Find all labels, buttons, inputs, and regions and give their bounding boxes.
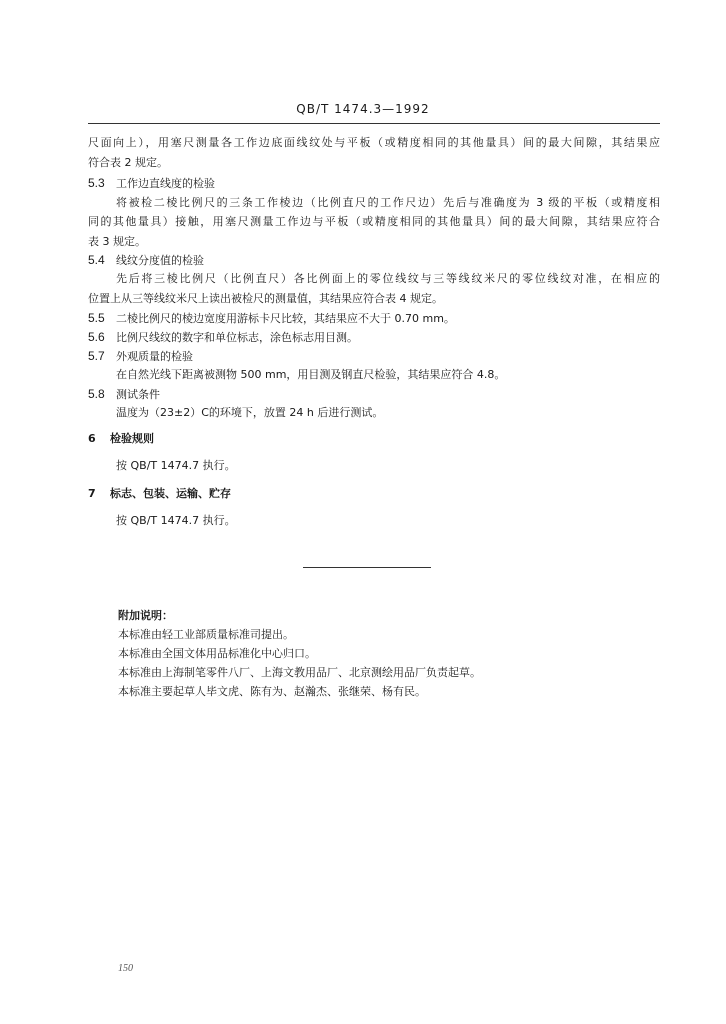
notes-line: 本标准由轻工业部质量标准司提出。 [118,628,294,641]
header-rule [88,123,660,124]
section-number: 5.8 [88,387,105,401]
section-text: 比例尺线纹的数字和单位标志，涂色标志用目测。 [116,331,358,344]
notes-line: 本标准主要起草人毕文虎、陈有为、赵瀚杰、张继荣、杨有民。 [118,685,426,698]
paragraph-line: 尺面向上），用塞尺测量各工作边底面线纹处与平板（或精度相同的其他量具）间的最大间隙，其结果应 [88,136,660,149]
section-heading-5-4 [88,252,204,269]
page-number: 150 [118,963,133,974]
section-number: 5.5 [88,311,105,325]
paragraph-line: 同的其他量具）接触，用塞尺测量工作边与平板（或精度相同的其他量具）间的最大间隙，其结果应符合 [88,215,660,228]
section-heading-5-8 [88,386,160,403]
standard-code-header: QB/T 1474.3—1992 [296,102,430,116]
section-number: 7 [88,487,96,500]
section-text: 二棱比例尺的棱边宽度用游标卡尺比较，其结果应不大于 0.70 mm。 [116,312,455,325]
paragraph-line: 在自然光线下距离被测物 500 mm，用目测及钢直尺检验，其结果应符合 4.8。 [116,368,506,381]
section-title: 外观质量的检验 [116,350,193,363]
paragraph-line: 温度为（23±2）C的环境下，放置 24 h 后进行测试。 [116,406,384,419]
end-separator-rule [303,567,431,568]
paragraph-line: 按 QB/T 1474.7 执行。 [116,459,236,472]
section-number: 6 [88,432,96,445]
paragraph-line: 位置上从三等线纹米尺上读出被检尺的测量值，其结果应符合表 4 规定。 [88,292,443,305]
notes-line: 本标准由全国文体用品标准化中心归口。 [118,647,316,660]
notes-title: 附加说明： [118,609,173,622]
paragraph-line: 按 QB/T 1474.7 执行。 [116,514,236,527]
section-title: 检验规则 [110,432,154,445]
paragraph-line: 先后将三棱比例尺（比例直尺）各比例面上的零位线纹与三等线纹米尺的零位线纹对准，在相应的 [116,272,660,285]
section-heading-6 [88,431,154,447]
paragraph-line: 表 3 规定。 [88,235,146,248]
section-number: 5.4 [88,253,105,267]
section-5-5 [88,310,455,327]
section-heading-5-7 [88,348,193,365]
section-title: 工作边直线度的检验 [116,177,215,190]
section-5-6 [88,329,358,346]
section-title: 标志、包装、运输、贮存 [110,487,231,500]
section-heading-7 [88,486,231,502]
section-number: 5.6 [88,330,105,344]
section-number: 5.7 [88,349,105,363]
section-number: 5.3 [88,176,105,190]
section-title: 测试条件 [116,388,160,401]
paragraph-line: 将被检二棱比例尺的三条工作棱边（比例直尺的工作尺边）先后与准确度为 3 级的平板（或精度相 [116,196,660,209]
notes-line: 本标准由上海制笔零件八厂、上海文教用品厂、北京测绘用品厂负责起草。 [118,666,481,679]
section-title: 线纹分度值的检验 [116,254,204,267]
section-heading-5-3 [88,175,215,192]
paragraph-line: 符合表 2 规定。 [88,156,168,169]
